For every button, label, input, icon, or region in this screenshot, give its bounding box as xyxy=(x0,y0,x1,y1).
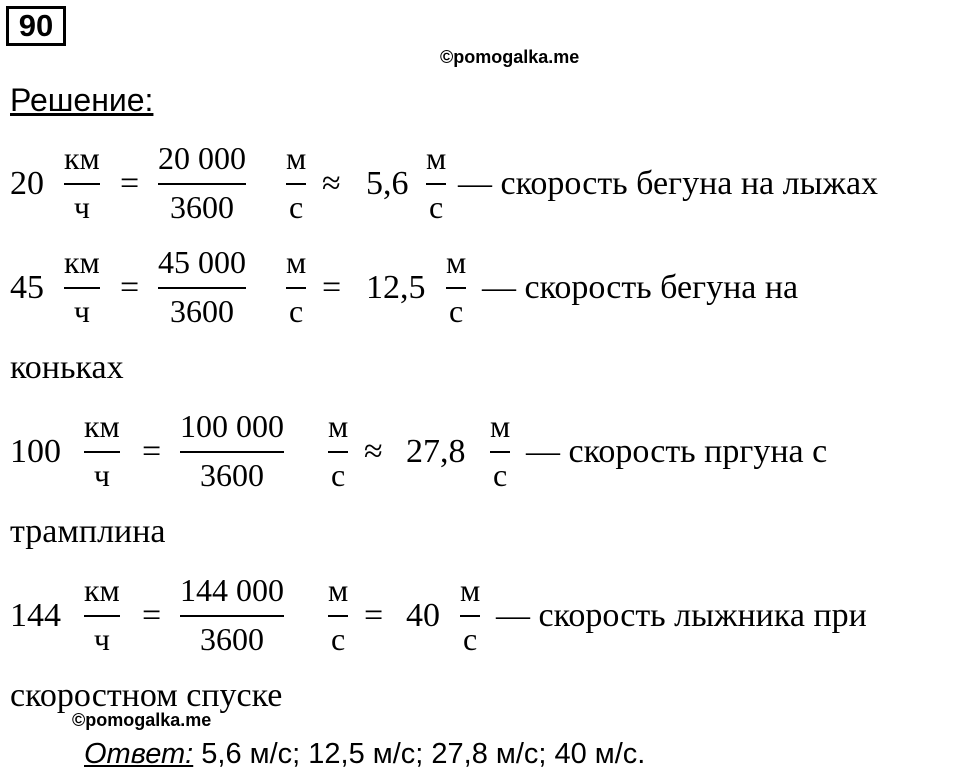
equation-description: — скорость бегуна на xyxy=(482,269,799,306)
result-value: 40 xyxy=(406,597,440,634)
fraction-bar xyxy=(490,451,510,453)
unit-numerator: м xyxy=(286,244,307,280)
unit-numerator: км xyxy=(84,408,120,444)
fraction-bar xyxy=(158,183,246,185)
fraction-numerator: 144 000 xyxy=(180,572,284,608)
equation-3 xyxy=(0,408,960,518)
equation-1 xyxy=(0,140,960,250)
fraction-numerator: 20 000 xyxy=(158,140,246,176)
unit-numerator: м xyxy=(490,408,511,444)
fraction-bar xyxy=(460,615,480,617)
unit-denominator: с xyxy=(493,457,508,493)
fraction-denominator: 3600 xyxy=(200,621,264,657)
fraction-bar xyxy=(328,451,348,453)
watermark-top: ©pomogalka.me xyxy=(440,47,580,67)
unit-denominator: с xyxy=(463,621,478,657)
lhs-unit-fraction xyxy=(84,572,120,657)
unit-numerator: м xyxy=(460,572,481,608)
equals-sign: = xyxy=(322,269,342,306)
watermark-bottom: ©pomogalka.me xyxy=(72,710,212,730)
fraction-bar xyxy=(64,287,100,289)
equation-description: — скорость лыжника при xyxy=(496,597,867,634)
equation-description: — скорость пргуна с xyxy=(526,433,828,470)
unit-denominator: ч xyxy=(93,621,110,657)
unit-denominator: с xyxy=(449,293,464,329)
lhs-value: 45 xyxy=(10,269,44,306)
fraction-bar xyxy=(180,451,284,453)
unit-denominator: с xyxy=(289,189,304,225)
result-value: 5,6 xyxy=(366,165,409,202)
unit-numerator: м xyxy=(446,244,467,280)
unit-denominator: с xyxy=(331,457,346,493)
problem-number-badge: 90 xyxy=(6,6,66,46)
unit-denominator: ч xyxy=(93,457,110,493)
result-value: 27,8 xyxy=(406,433,466,470)
lhs-value: 100 xyxy=(10,433,61,470)
result-unit-fraction xyxy=(490,408,510,493)
unit-denominator: с xyxy=(289,293,304,329)
unit-denominator: ч xyxy=(73,293,90,329)
unit-denominator: ч xyxy=(73,189,90,225)
unit-numerator: м xyxy=(328,572,349,608)
unit-numerator: км xyxy=(84,572,120,608)
fraction-bar xyxy=(84,615,120,617)
value-fraction xyxy=(158,140,246,225)
value-fraction xyxy=(180,572,284,657)
solution-heading: Решение: xyxy=(10,82,154,118)
fraction-bar xyxy=(328,615,348,617)
unit-denominator: с xyxy=(429,189,444,225)
fraction-bar xyxy=(446,287,466,289)
result-unit-fraction xyxy=(446,244,466,329)
equals-sign: = xyxy=(120,269,140,306)
answer-text: 5,6 м/с; 12,5 м/с; 27,8 м/с; 40 м/с. xyxy=(193,738,646,770)
fraction-bar xyxy=(180,615,284,617)
result-value: 12,5 xyxy=(366,269,426,306)
lhs-unit-fraction xyxy=(84,408,120,493)
unit-fraction xyxy=(328,572,348,657)
fraction-bar xyxy=(426,183,446,185)
unit-fraction xyxy=(286,140,306,225)
unit-numerator: м xyxy=(286,140,307,176)
answer-line xyxy=(84,736,645,772)
lhs-value: 144 xyxy=(10,597,61,634)
unit-numerator: м xyxy=(328,408,349,444)
equals-sign: = xyxy=(142,433,162,470)
fraction-denominator: 3600 xyxy=(200,457,264,493)
description-continuation: коньках xyxy=(10,349,124,386)
fraction-bar xyxy=(286,183,306,185)
approx-sign: ≈ xyxy=(322,165,341,202)
unit-numerator: м xyxy=(426,140,447,176)
fraction-numerator: 100 000 xyxy=(180,408,284,444)
fraction-denominator: 3600 xyxy=(170,189,234,225)
lhs-value: 20 xyxy=(10,165,44,202)
unit-fraction xyxy=(328,408,348,493)
fraction-bar xyxy=(158,287,246,289)
value-fraction xyxy=(180,408,284,493)
unit-numerator: км xyxy=(64,140,100,176)
approx-sign: ≈ xyxy=(364,433,383,470)
description-continuation: скоростном спуске xyxy=(10,677,283,714)
unit-denominator: с xyxy=(331,621,346,657)
fraction-bar xyxy=(286,287,306,289)
unit-fraction xyxy=(286,244,306,329)
equals-sign: = xyxy=(120,165,140,202)
value-fraction xyxy=(158,244,246,329)
equals-sign: = xyxy=(142,597,162,634)
fraction-bar xyxy=(64,183,100,185)
description-continuation: трамплина xyxy=(10,513,166,550)
equals-sign: = xyxy=(364,597,384,634)
fraction-numerator: 45 000 xyxy=(158,244,246,280)
result-unit-fraction xyxy=(426,140,446,225)
answer-label: Ответ: xyxy=(84,738,194,770)
fraction-denominator: 3600 xyxy=(170,293,234,329)
equation-2 xyxy=(0,244,960,354)
lhs-unit-fraction xyxy=(64,140,100,225)
fraction-bar xyxy=(84,451,120,453)
result-unit-fraction xyxy=(460,572,480,657)
equation-description: — скорость бегуна на лыжах xyxy=(458,165,879,202)
equation-4 xyxy=(0,572,960,682)
unit-numerator: км xyxy=(64,244,100,280)
lhs-unit-fraction xyxy=(64,244,100,329)
